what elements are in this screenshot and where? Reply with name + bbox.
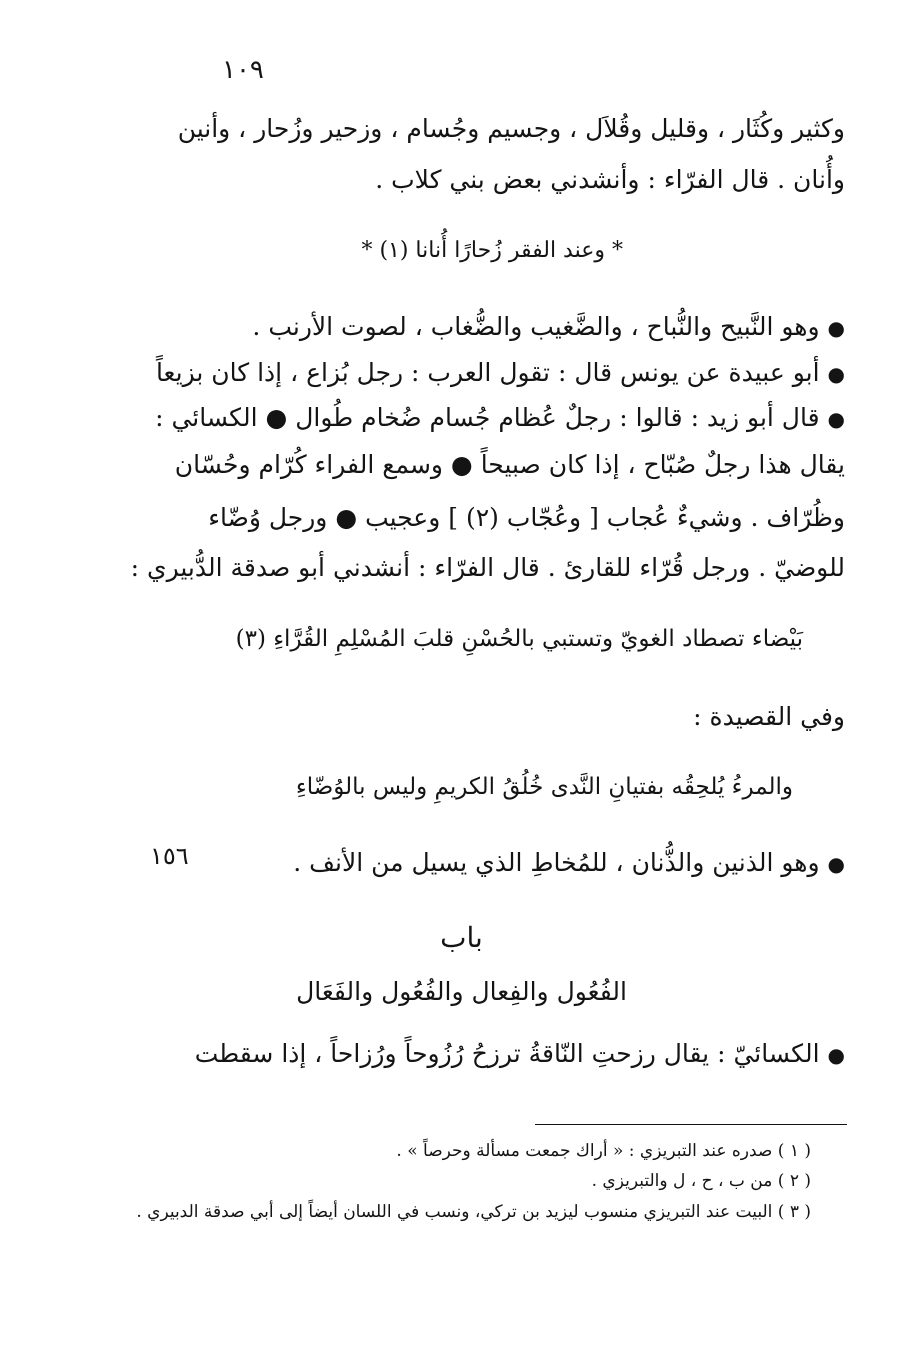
entry-line: [252, 310, 845, 345]
entry-text: وهو الذنين والذُّنان ، للمُخاطِ الذي يسيل من الأنف .: [293, 848, 820, 877]
entry-line: وظُرّاف . وشيءٌ عُجاب [ وعُجّاب (٢) ] وعجيب ● ورجل وُضّاء: [208, 503, 845, 532]
verse-line: بَيْضاء تصطاد الغويّ وتستبي بالحُسْنِ قلبَ المُسْلِمِ القُرَّاءِ (٣): [235, 626, 803, 652]
margin-number: ١٥٦: [150, 842, 189, 870]
entry-line: يقال هذا رجلٌ صُبّاح ، إذا كان صبيحاً ● وسمع الفراء كُرّام وحُسّان: [174, 450, 845, 479]
footnote-divider: [535, 1124, 847, 1125]
paragraph-line: وكثير وكُثَار ، وقليل وقُلاَل ، وجسيم وجُسام ، وزحير وزُحار ، وأنين: [177, 114, 845, 143]
entry-line: [293, 846, 845, 881]
entry-line: للوضيّ . ورجل قُرّاء للقارئ . قال الفرّاء : أنشدني أبو صدقة الدُّبيري :: [130, 553, 845, 582]
entry-line: [155, 401, 845, 436]
verse-line: * وعند الفقر زُحارًا أُنانا (١) *: [361, 238, 623, 263]
entry-text: أبو عبيدة عن يونس قال : تقول العرب : رجل بُزاع ، إذا كان بزيعاً: [155, 358, 820, 387]
entry-text: وهو النَّبيح والنُّباح ، والضَّغيب والضُّغاب ، لصوت الأرنب .: [252, 312, 820, 341]
chapter-heading: باب: [440, 921, 483, 954]
footnote: ( ١ ) صدره عند التبريزي : « أراك جمعت مسألة وحرصاً » .: [396, 1141, 811, 1161]
footnote: ( ٣ ) البيت عند التبريزي منسوب ليزيد بن تركي، ونسب في اللسان أيضاً إلى أبي صدقة الدبيري .: [136, 1202, 811, 1222]
entry-line: [156, 356, 845, 391]
entry-line: [195, 1037, 845, 1072]
paragraph-line: وأُنان . قال الفرّاء : وأنشدني بعض بني كلاب .: [375, 165, 845, 194]
bullet-icon: ●: [827, 362, 845, 386]
entry-text: الكسائيّ : يقال رزحتِ النّاقةُ ترزحُ رُزُوحاً ورُزاحاً ، إذا سقطت: [194, 1039, 820, 1068]
bullet-icon: ●: [827, 316, 845, 340]
section-label: وفي القصيدة :: [693, 702, 845, 731]
bullet-icon: ●: [827, 852, 845, 876]
bullet-icon: ●: [827, 407, 845, 431]
chapter-subheading: الفُعُول والفِعال والفُعُول والفَعَال: [296, 977, 627, 1006]
footnote: ( ٢ ) من ب ، ح ، ل والتبريزي .: [591, 1171, 811, 1191]
page-number: ١٠٩: [222, 55, 264, 85]
verse-line: والمرءُ يُلحِقُه بفتيانِ النَّدى خُلُقُ الكريمِ وليس بالوُضّاءِ: [295, 774, 793, 800]
entry-text: قال أبو زيد : قالوا : رجلٌ عُظام جُسام ضُخام طُوال ● الكسائي :: [155, 403, 820, 432]
bullet-icon: ●: [827, 1043, 845, 1067]
